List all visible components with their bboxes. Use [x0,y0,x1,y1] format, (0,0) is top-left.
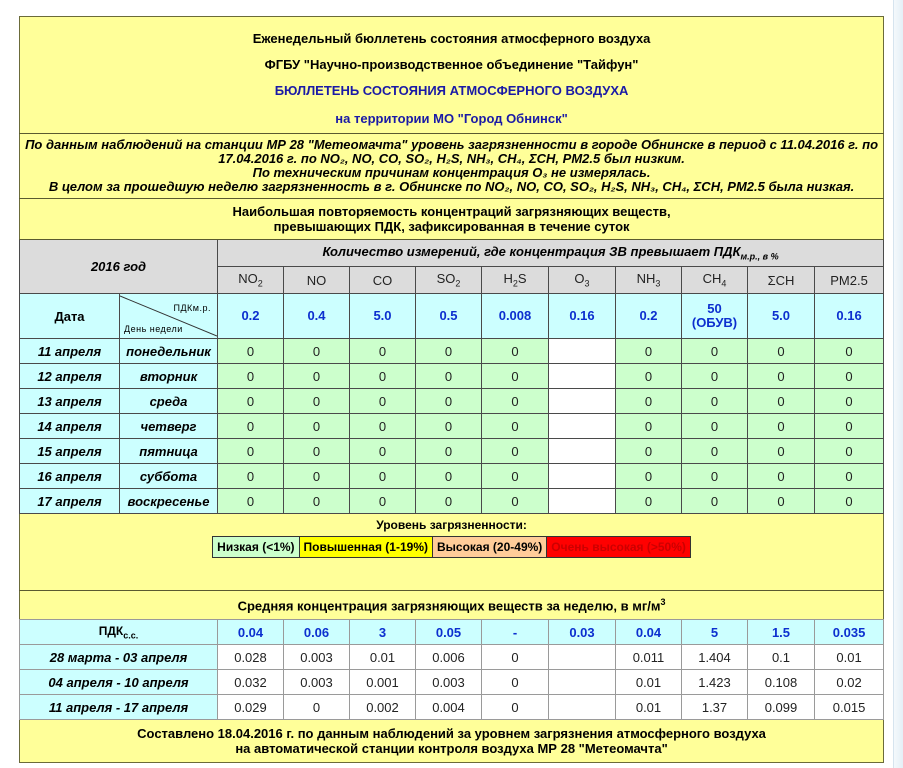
exceedance-cell: 0 [218,464,284,489]
pdk-mr-value [549,294,616,339]
row-day-of-week: среда [120,389,218,414]
legend-item: Высокая (20-49%) [433,537,547,557]
average-cell: 0.003 [416,670,482,695]
row-day-of-week: четверг [120,414,218,439]
table-row [20,389,884,414]
exceedance-cell [549,364,616,389]
date-column-header: Дата [20,294,120,339]
summary-text [20,134,884,199]
exceedance-cell: 0 [815,389,884,414]
average-cell: 0.006 [416,645,482,670]
average-cell: 0.02 [815,670,884,695]
pdk-mr-number: 50 [707,301,722,316]
pollutant-name: O [574,271,585,287]
exceedance-cell: 0 [616,464,682,489]
page-scroll-edge [893,0,903,768]
exceedance-cell: 0 [284,489,350,514]
exceedance-cell: 0 [815,364,884,389]
subheader-main: Количество измерений, где концентрация ЗВ превышает ПДК [322,244,741,260]
pdk-mr-value [284,294,350,339]
average-cell: 0.01 [616,670,682,695]
pollutant-header [815,267,884,294]
exceedance-cell: 0 [350,414,416,439]
pollutant-subscript: 3 [655,278,661,289]
row-day-of-week: вторник [120,364,218,389]
compiled-note-line-2: на автоматической станции контроля воздуха МР 28 "Метеомачта" [235,741,668,756]
exceedance-cell [549,464,616,489]
exceedance-cell: 0 [350,389,416,414]
average-cell: 0.032 [218,670,284,695]
average-cell: 0 [482,695,549,720]
exceedance-cell: 0 [815,464,884,489]
exceedance-cell: 0 [416,439,482,464]
pollutant-header [748,267,815,294]
pdk-cc-value: - [482,620,549,645]
exceedance-cell: 0 [284,339,350,364]
pollutant-header [218,267,284,294]
average-cell: 0.029 [218,695,284,720]
row-day-of-week: суббота [120,464,218,489]
pollutant-header [616,267,682,294]
exceedance-cell: 0 [350,439,416,464]
exceedance-cell: 0 [616,414,682,439]
pdk-mr-number: 0.2 [639,308,658,323]
exceedance-cell: 0 [616,489,682,514]
pollutant-header [482,267,549,294]
exceedance-cell: 0 [482,339,549,364]
pdk-cc-value: 0.05 [416,620,482,645]
pdk-cc-value: 0.04 [218,620,284,645]
pdk-mr-value [682,294,748,339]
average-cell [549,695,616,720]
exceedance-cell: 0 [416,389,482,414]
exceedance-subheader [218,240,884,267]
pdk-mr-number: 5.0 [373,308,392,323]
table-row [20,489,884,514]
exceedance-cell: 0 [616,364,682,389]
exceedance-cell: 0 [748,489,815,514]
row-day-of-week: понедельник [120,339,218,364]
pollutant-name: H [503,271,513,287]
exceedance-cell: 0 [748,439,815,464]
exceedance-cell: 0 [218,364,284,389]
average-cell: 1.423 [682,670,748,695]
exceedance-cell [549,339,616,364]
exceedance-cell: 0 [682,414,748,439]
table-row [20,439,884,464]
pdk-mr-number: 5.0 [771,308,791,323]
pollution-level-legend [20,514,884,591]
average-cell: 0 [482,670,549,695]
exceedance-cell: 0 [682,389,748,414]
pollutant-name: CH [702,271,722,287]
pdk-mr-number: 0.16 [569,308,595,323]
exceedance-cell: 0 [482,464,549,489]
average-cell: 0.003 [284,645,350,670]
average-cell: 0 [284,695,350,720]
territory-heading: на территории МО "Город Обнинск" [335,110,568,126]
table-row [20,464,884,489]
row-period: 04 апреля - 10 апреля [20,670,218,695]
exceedance-cell: 0 [682,439,748,464]
summary-line-3: По техническим причинам концентрация O₃ не измерялась. [252,165,651,180]
average-cell: 0.011 [616,645,682,670]
row-date: 15 апреля [20,439,120,464]
average-cell: 1.404 [682,645,748,670]
exceedance-cell: 0 [218,439,284,464]
air-quality-bulletin [19,16,884,763]
pollutant-subscript: 2 [455,278,461,289]
exceedance-cell: 0 [682,339,748,364]
exceedance-cell: 0 [616,389,682,414]
row-date: 12 апреля [20,364,120,389]
exceedance-cell: 0 [482,389,549,414]
row-day-of-week: пятница [120,439,218,464]
row-date: 17 апреля [20,489,120,514]
row-date: 11 апреля [20,339,120,364]
bulletin-title: Еженедельный бюллетень состояния атмосферного воздуха [252,30,651,46]
exceedance-cell: 0 [815,339,884,364]
pdk-mr-value [815,294,884,339]
row-period: 11 апреля - 17 апреля [20,695,218,720]
average-cell: 0.099 [748,695,815,720]
compiled-note [20,720,884,763]
average-cell: 0.108 [748,670,815,695]
section-exceedance-title [20,199,884,240]
exceedance-cell: 0 [682,464,748,489]
pollutant-subscript: 4 [721,278,727,289]
pdk-mr-number: 0.5 [439,308,458,323]
pdk-mr-number: 0.2 [241,308,260,323]
exceedance-cell: 0 [748,389,815,414]
exceedance-cell: 0 [815,489,884,514]
exceedance-cell: 0 [748,414,815,439]
average-cell: 0.004 [416,695,482,720]
pdk-cc-value: 3 [350,620,416,645]
average-cell: 0.002 [350,695,416,720]
pollutant-header [284,267,350,294]
diagonal-header [120,294,218,339]
average-cell [549,670,616,695]
pdk-mr-value [416,294,482,339]
pdk-cc-label-text: ПДК [98,623,124,638]
pdk-cc-value: 0.035 [815,620,884,645]
average-cell: 0.01 [350,645,416,670]
bulletin-heading: БЮЛЛЕТЕНЬ СОСТОЯНИЯ АТМОСФЕРНОГО ВОЗДУХА [274,82,629,98]
pollutant-name: PM2.5 [830,272,868,288]
exceedance-cell: 0 [748,464,815,489]
exceedance-cell: 0 [416,339,482,364]
legend-item: Очень высокая (>50%) [547,537,690,557]
legend-items [212,536,691,558]
pollutant-header [549,267,616,294]
average-cell [549,645,616,670]
average-cell: 0.1 [748,645,815,670]
exceedance-cell [549,439,616,464]
exceedance-cell: 0 [682,364,748,389]
pollutant-subscript: 3 [584,278,590,289]
pdk-cc-value: 0.03 [549,620,616,645]
average-cell: 0.001 [350,670,416,695]
pollutant-subscript: 2 [257,278,263,289]
pdk-mr-value [218,294,284,339]
exceedance-cell: 0 [284,464,350,489]
pdk-mr-number: 0.008 [498,308,532,323]
exceedance-cell: 0 [748,364,815,389]
table-row [20,364,884,389]
exceedance-cell [549,489,616,514]
table-row [20,670,884,695]
exceedance-cell: 0 [416,489,482,514]
year-label: 2016 год [20,240,218,294]
day-of-week-label: День недели [124,324,183,334]
pollutant-header [350,267,416,294]
table-row [20,414,884,439]
summary-line-1: По данным наблюдений на станции МР 28 "Метеомачта" уровень загрязненности в городе Обнинске в период с 11.04.2016 г. по [25,137,879,152]
exceedance-cell: 0 [218,339,284,364]
subheader-sub: м.р., в % [740,251,779,262]
pdk-cc-label [20,620,218,645]
exceedance-cell: 0 [218,414,284,439]
organization-name: ФГБУ "Научно-производственное объединение "Тайфун" [264,56,639,72]
exceedance-cell [549,414,616,439]
weekly-average-title-text: Средняя концентрация загрязняющих веществ за неделю, в мг/м [237,598,661,614]
table-row [20,695,884,720]
legend-item: Повышенная (1-19%) [300,537,433,557]
exceedance-cell [549,389,616,414]
exceedance-cell: 0 [284,364,350,389]
exceedance-cell: 0 [748,339,815,364]
compiled-note-line-1: Составлено 18.04.2016 г. по данным наблюдений за уровнем загрязнения атмосферного воздуха [137,726,766,741]
exceedance-cell: 0 [416,364,482,389]
row-date: 14 апреля [20,414,120,439]
exceedance-cell: 0 [218,389,284,414]
average-cell: 0.01 [815,645,884,670]
summary-line-2: 17.04.2016 г. по NO₂, NO, CO, SO₂, H₂S, NH₃, CH₄, ΣCH, PM2.5 был низким. [218,151,685,166]
section-title-line-2: превышающих ПДК, зафиксированная в течение суток [273,219,630,234]
exceedance-cell: 0 [416,464,482,489]
exceedance-cell: 0 [350,489,416,514]
weekly-average-title [20,591,884,620]
summary-line-4: В целом за прошедшую неделю загрязненность в г. Обнинске по NO₂, NO, CO, SO₂, H₂S, NH₃, CH₄, ΣCH, PM2.5 была низкая. [48,179,855,194]
average-cell: 0.028 [218,645,284,670]
row-date: 16 апреля [20,464,120,489]
pollutant-subscript: 2 [512,278,518,289]
pollutant-name-tail: S [517,271,527,287]
pollutant-name: NO [306,272,327,288]
average-cell: 1.37 [682,695,748,720]
pdk-cc-value: 1.5 [748,620,815,645]
exceedance-cell: 0 [218,489,284,514]
exceedance-cell: 0 [815,414,884,439]
exceedance-cell: 0 [416,414,482,439]
pdk-mr-value [616,294,682,339]
pdk-cc-value: 0.04 [616,620,682,645]
unit-superscript: 3 [660,596,666,607]
exceedance-cell: 0 [350,464,416,489]
row-period: 28 марта - 03 апреля [20,645,218,670]
average-cell: 0.01 [616,695,682,720]
pdk-mr-number: 0.4 [307,308,326,323]
pdk-cc-label-sub: с.с. [123,630,139,641]
pollutant-name: NO [238,271,258,287]
exceedance-cell: 0 [284,439,350,464]
pollutant-name: SO [436,271,456,287]
exceedance-cell: 0 [350,339,416,364]
exceedance-cell: 0 [284,389,350,414]
pdk-mr-number: 0.16 [836,308,862,323]
pdk-mr-value [748,294,815,339]
average-cell: 0 [482,645,549,670]
pollutant-name: ΣCH [767,272,795,288]
exceedance-cell: 0 [482,489,549,514]
pollutant-name: NH [636,271,656,287]
exceedance-cell: 0 [482,364,549,389]
pdk-cc-value: 0.06 [284,620,350,645]
table-row [20,339,884,364]
pollutant-name: CO [372,272,393,288]
pollutant-header [682,267,748,294]
exceedance-cell: 0 [616,439,682,464]
section-title-line-1: Наибольшая повторяемость концентраций загрязняющих веществ, [232,204,671,219]
row-day-of-week: воскресенье [120,489,218,514]
pdk-cc-value: 5 [682,620,748,645]
pollutant-header [416,267,482,294]
pdk-mr-note: (ОБУВ) [691,315,738,330]
exceedance-cell: 0 [482,439,549,464]
pdk-mr-value [482,294,549,339]
table-row [20,645,884,670]
pdk-mr-value [350,294,416,339]
exceedance-cell: 0 [616,339,682,364]
pdk-mr-label: ПДКм.р. [173,303,211,313]
exceedance-cell: 0 [350,364,416,389]
legend-title: Уровень загрязненности: [376,518,527,532]
average-cell: 0.003 [284,670,350,695]
legend-item: Низкая (<1%) [213,537,299,557]
row-date: 13 апреля [20,389,120,414]
exceedance-cell: 0 [815,439,884,464]
average-cell: 0.015 [815,695,884,720]
exceedance-cell: 0 [284,414,350,439]
exceedance-cell: 0 [482,414,549,439]
exceedance-cell: 0 [682,489,748,514]
